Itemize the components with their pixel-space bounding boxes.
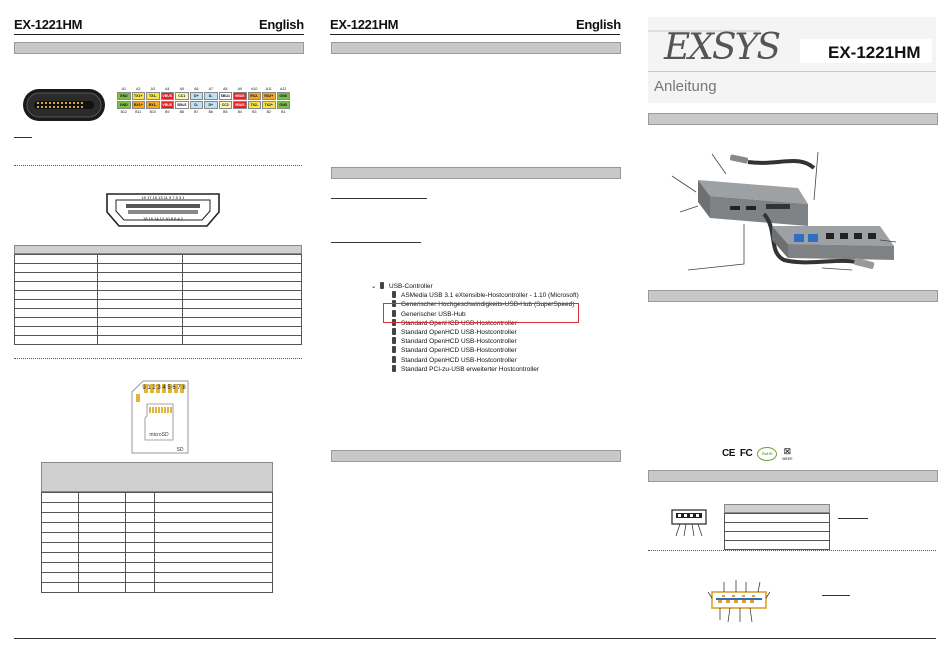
usb-device-icon — [392, 291, 396, 298]
weee-bin-icon: ⊠ WEEE — [782, 446, 793, 461]
pin-label: A6 — [194, 87, 199, 91]
usb-device-icon — [392, 337, 396, 344]
pin-cell: TX1- — [146, 92, 160, 100]
chevron-down-icon[interactable]: ⌄ — [371, 283, 377, 290]
pin-cell: VBUS — [162, 103, 173, 107]
sd-table-header — [41, 462, 273, 492]
tree-item-label: Standard PCI-zu-USB erweiterter Hostcontroller — [401, 365, 539, 373]
page1-language: English — [259, 17, 304, 32]
hub-product-image — [668, 140, 908, 280]
pin-cell: GND — [117, 92, 131, 100]
pin-label: A3 — [150, 87, 155, 91]
usb-a-note-underline — [838, 518, 868, 519]
pin-label: B12 — [120, 110, 127, 114]
usb-device-icon — [392, 356, 396, 363]
hdmi-top-pin-numbers: 19 17 15 13 11 9 7 5 3 1 — [141, 195, 185, 200]
subheading-underline-1 — [331, 198, 427, 199]
pin-cell: D- — [190, 101, 204, 109]
pin-label: B2 — [266, 110, 271, 114]
ce-mark-icon: CE — [722, 448, 735, 459]
page2-header-rule — [330, 34, 620, 35]
pin-cell: TX2- — [248, 101, 262, 109]
sd-pin-numbers: 9 1 2 3 4 5 6 7 8 — [142, 385, 186, 391]
usb-c-connector-image — [22, 88, 106, 122]
pin-label: B6 — [208, 110, 213, 114]
dotted-divider-2 — [14, 358, 302, 359]
device-manager-tree — [371, 282, 579, 374]
footer-rule — [14, 638, 936, 639]
pin-cell: CC1 — [175, 92, 189, 100]
pin-cell: CC2 — [219, 101, 233, 109]
pin-cell: D- — [204, 92, 218, 100]
pin-label: A12 — [280, 87, 287, 91]
tree-item-label: ASMedia USB 3.1 eXtensible-Hostcontroller - 1.10 (Microsoft) — [401, 292, 579, 300]
tree-item[interactable] — [371, 328, 579, 337]
usb3-note-underline — [822, 595, 850, 596]
tree-item-label: Generischer USB-Hub — [401, 310, 466, 318]
pin-label: A4 — [165, 87, 170, 91]
dotted-divider-1 — [14, 165, 302, 166]
pin-cell: SBU1 — [219, 92, 233, 100]
pin-cell: GND — [277, 92, 291, 100]
usb-controller-icon — [380, 282, 384, 289]
microsd-label: microSD — [149, 432, 169, 438]
pin-cell: RX2+ — [262, 92, 276, 100]
tree-item-label: Standard OpenHCD USB-Hostcontroller — [401, 356, 517, 364]
page3-section-bar-1 — [648, 113, 938, 125]
weee-label: WEEE — [782, 457, 793, 461]
cover-graphic — [648, 17, 936, 103]
tree-root[interactable] — [371, 282, 579, 291]
tree-item-label: Standard OpenHCD USB-Hostcontroller — [401, 329, 517, 337]
dotted-divider-3 — [648, 550, 936, 551]
pin-cell: VBUS — [234, 103, 245, 107]
pin-cell: VBUS — [162, 94, 173, 98]
cover-model: EX-1221HM — [828, 43, 921, 62]
pin-cell: GND — [277, 101, 291, 109]
pin-cell: D+ — [204, 101, 218, 109]
rohs-icon: RoHS — [757, 447, 777, 461]
tree-item[interactable] — [371, 365, 579, 374]
pin-label: A2 — [136, 87, 141, 91]
usb-device-icon — [392, 346, 396, 353]
cover-banner — [648, 17, 936, 103]
certification-logos — [722, 446, 793, 461]
pin-label: A8 — [223, 87, 228, 91]
usb-a-pin-table — [724, 513, 830, 550]
highlight-box — [383, 303, 579, 323]
usb-a-port-image — [670, 508, 708, 540]
sd-label: SD — [176, 447, 184, 453]
page2-section-bar-2 — [331, 167, 621, 179]
subheading-underline-2 — [331, 242, 421, 243]
short-underline — [14, 137, 32, 138]
pin-cell: RX2- — [248, 92, 262, 100]
page2-section-bar-3 — [331, 450, 621, 462]
sd-card-image — [131, 380, 189, 454]
pin-bottom-labels — [117, 110, 290, 114]
pin-cell: GND — [117, 101, 131, 109]
pin-label: B7 — [194, 110, 199, 114]
pin-label: B9 — [165, 110, 170, 114]
pin-label: B4 — [237, 110, 242, 114]
pin-label: A5 — [179, 87, 184, 91]
hdmi-bottom-pin-numbers: 18 16 14 12 10 8 6 4 2 — [142, 216, 184, 221]
pin-label: B10 — [149, 110, 156, 114]
hdmi-connector-image — [104, 192, 222, 228]
pin-cell: TX1+ — [132, 92, 146, 100]
tree-item-label: Standard OpenHCD USB-Hostcontroller — [401, 338, 517, 346]
pin-cell: RX1+ — [132, 101, 146, 109]
pin-top-labels — [117, 87, 290, 91]
pin-label: B11 — [135, 110, 142, 114]
usb-a-table-header — [724, 504, 830, 513]
pin-label: A11 — [265, 87, 272, 91]
usb-device-icon — [392, 365, 396, 372]
tree-item[interactable] — [371, 346, 579, 355]
pin-cell: RX1- — [146, 101, 160, 109]
pin-bottom-row — [117, 101, 290, 109]
pin-label: B3 — [252, 110, 257, 114]
pin-label: A1 — [121, 87, 126, 91]
pin-cell: VBUS — [234, 94, 245, 98]
cover-subtitle: Anleitung — [654, 78, 717, 95]
hdmi-table-header — [14, 245, 302, 254]
page2-section-bar-1 — [331, 42, 621, 54]
pin-label: A9 — [237, 87, 242, 91]
pin-label: B5 — [223, 110, 228, 114]
tree-item-label: Standard OpenHCD USB-Hostcontroller — [401, 319, 517, 327]
tree-item-label: Standard OpenHCD USB-Hostcontroller — [401, 347, 517, 355]
page2-language: English — [576, 17, 621, 32]
usb-device-icon — [392, 328, 396, 335]
pin-cell: TX2+ — [262, 101, 276, 109]
exsys-logo: EXSYS — [664, 27, 779, 68]
tree-item-label: Generischer Hochgeschwindigkeits-USB-Hub (SuperSpeed) — [401, 301, 575, 309]
pin-cell: D+ — [190, 92, 204, 100]
usb3-port-image — [708, 578, 770, 624]
page1-model-title: EX-1221HM — [14, 17, 83, 32]
pin-label: A10 — [251, 87, 258, 91]
tree-item[interactable] — [371, 356, 579, 365]
page3-section-bar-2 — [648, 290, 938, 302]
sd-pin-table — [41, 492, 273, 593]
page3-section-bar-3 — [648, 470, 938, 482]
usb-c-pinout — [117, 87, 290, 114]
pin-top-row — [117, 92, 290, 100]
tree-item[interactable] — [371, 337, 579, 346]
pin-label: A7 — [208, 87, 213, 91]
page1-section-bar-1 — [14, 42, 304, 54]
pin-label: B1 — [281, 110, 286, 114]
page1-header-rule — [14, 34, 304, 35]
tree-root-label: USB-Controller — [389, 283, 433, 290]
fcc-mark-icon: FC — [739, 448, 753, 459]
tree-item[interactable] — [371, 291, 579, 300]
hdmi-pin-table — [14, 254, 302, 345]
pin-cell: SBU2 — [175, 101, 189, 109]
page2-model-title: EX-1221HM — [330, 17, 399, 32]
pin-label: B8 — [179, 110, 184, 114]
